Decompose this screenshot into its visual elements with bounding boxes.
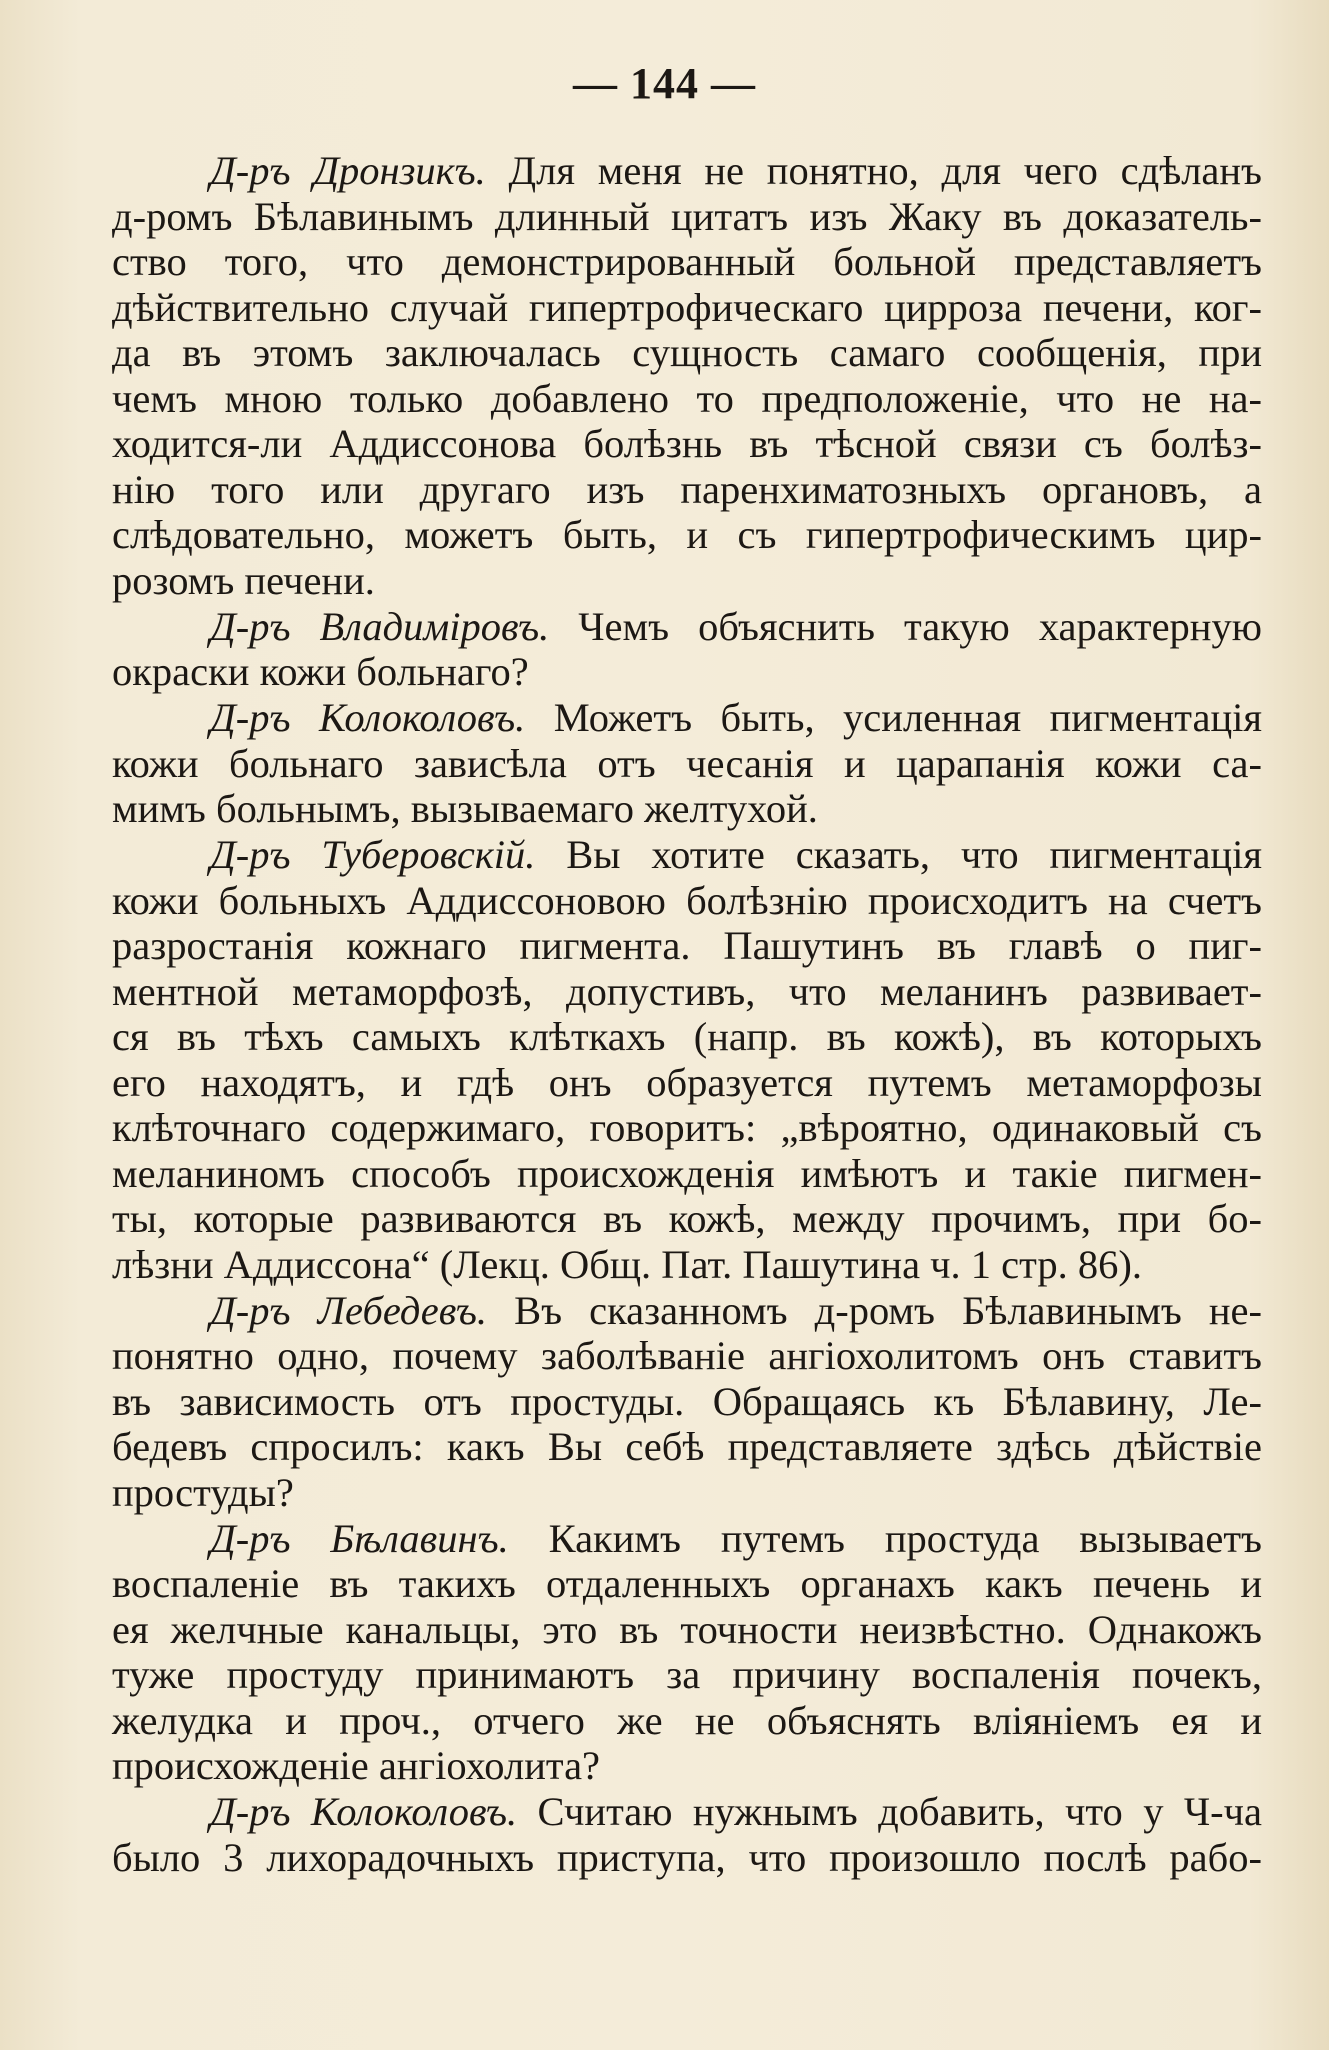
speaker-remark: Какимъ путемъ простуда вызываетъ: [508, 1515, 1262, 1561]
paragraph-first-line: [112, 695, 1262, 741]
body-text: [112, 148, 1262, 1881]
text-line: ея желчные канальцы, это въ точности неизвѣстно. Однакожъ: [112, 1606, 1262, 1652]
paragraph-first-line: [112, 1789, 1262, 1835]
text-line: дѣйствительно случай гипертрофическаго цирроза печени, ког-: [112, 284, 1262, 330]
paragraph-first-line: [112, 148, 1262, 194]
paragraph-first-line: [112, 1516, 1262, 1562]
text-line: происхожденіе ангіохолита?: [112, 1743, 601, 1788]
paragraph: [112, 1789, 1262, 1880]
speaker-name: Д-ръ Туберовскій.: [210, 832, 536, 877]
text-line: понятно одно, почему заболѣваніе ангіохолитомъ онъ ставитъ: [112, 1333, 1262, 1378]
text-line: кожи больнаго зависѣла отъ чесанія и царапанія кожи са-: [112, 740, 1262, 786]
speaker-remark: Для меня не понятно, для чего сдѣланъ: [485, 148, 1263, 193]
text-line: простуды?: [112, 1469, 294, 1515]
text-line: кожи больныхъ Аддиссоновою болѣзнію происходитъ на счетъ: [112, 877, 1262, 923]
paragraph: [112, 832, 1262, 1287]
speaker-remark: Чемъ объяснить такую характерную: [549, 603, 1262, 649]
text-line: разростанія кожнаго пигмента. Пашутинъ въ главѣ о пиг-: [112, 923, 1262, 968]
text-line: чемъ мною только добавлено то предположеніе, что не на-: [112, 375, 1262, 421]
text-line: туже простуду принимаютъ за причину воспаленія почекъ,: [112, 1652, 1262, 1697]
paragraph-first-line: [112, 832, 1262, 878]
text-line: ты, которые развиваются въ кожѣ, между прочимъ, при бо-: [112, 1196, 1262, 1241]
text-line: слѣдовательно, можетъ быть, и съ гипертрофическимъ цир-: [112, 512, 1262, 557]
speaker-name: Д-ръ Бѣлавинъ.: [210, 1515, 509, 1561]
text-line: ство того, что демонстрированный больной представляетъ: [112, 239, 1262, 284]
speaker-name: Д-ръ Колоколовъ.: [210, 695, 526, 740]
text-line: воспаленіе въ такихъ отдаленныхъ органахъ какъ печень и: [112, 1561, 1262, 1606]
text-line: желудка и проч., отчего же не объяснять вліяніемъ ея и: [112, 1697, 1262, 1743]
speaker-name: Д-ръ Владиміровъ.: [210, 603, 550, 649]
text-line: въ зависимость отъ простуды. Обращаясь къ Бѣлавину, Ле-: [112, 1378, 1262, 1424]
speaker-remark: Вы хотите сказать, что пигментація: [535, 832, 1262, 877]
text-line: ментной метаморфозѣ, допустивъ, что меланинъ развивает-: [112, 968, 1262, 1014]
text-line: ся въ тѣхъ самыхъ клѣткахъ (напр. въ кожѣ), въ которыхъ: [112, 1014, 1262, 1059]
page-number: — 144 —: [573, 59, 756, 108]
paragraph-first-line: [112, 1288, 1262, 1334]
text-line: да въ этомъ заключалась сущность самаго сообщенія, при: [112, 330, 1262, 375]
text-line: бедевъ спросилъ: какъ Вы себѣ представляете здѣсь дѣйствіе: [112, 1424, 1262, 1469]
speaker-remark: Въ сказанномъ д-ромъ Бѣлавинымъ не-: [486, 1287, 1262, 1333]
text-line: мимъ больнымъ, вызываемаго желтухой.: [112, 786, 818, 831]
text-line: его находятъ, и гдѣ онъ образуется путемъ метаморфозы: [112, 1059, 1262, 1105]
text-line: розомъ печени.: [112, 557, 375, 603]
speaker-remark: Можетъ быть, усиленная пигментація: [525, 695, 1262, 740]
paragraph: [112, 604, 1262, 695]
paragraph: [112, 148, 1262, 603]
text-line: ходится-ли Аддиссонова болѣзнь въ тѣсной связи съ болѣз-: [112, 421, 1262, 466]
text-line: нію того или другаго изъ паренхиматозныхъ органовъ, а: [112, 466, 1262, 512]
paragraph: [112, 1516, 1262, 1789]
text-line: окраски кожи больнаго?: [112, 649, 529, 694]
text-line: клѣточнаго содержимаго, говоритъ: „вѣроятно, одинаковый съ: [112, 1105, 1262, 1150]
paragraph: [112, 695, 1262, 832]
paragraph: [112, 1288, 1262, 1516]
text-line: лѣзни Аддиссона“ (Лекц. Общ. Пат. Пашутина ч. 1 стр. 86).: [112, 1241, 1142, 1287]
speaker-name: Д-ръ Дронзикъ.: [210, 148, 486, 193]
text-line: меланиномъ способъ происхожденія имѣютъ и такіе пигмен-: [112, 1150, 1262, 1196]
speaker-name: Д-ръ Колоколовъ.: [210, 1789, 518, 1834]
text-line: было 3 лихорадочныхъ приступа, что произошло послѣ рабо-: [112, 1834, 1262, 1880]
paragraph-first-line: [112, 604, 1262, 650]
speaker-remark: Считаю нужнымъ добавить, что у Ч-ча: [517, 1789, 1262, 1834]
text-line: д-ромъ Бѣлавинымъ длинный цитатъ изъ Жаку въ доказатель-: [112, 193, 1262, 239]
speaker-name: Д-ръ Лебедевъ.: [210, 1287, 487, 1333]
